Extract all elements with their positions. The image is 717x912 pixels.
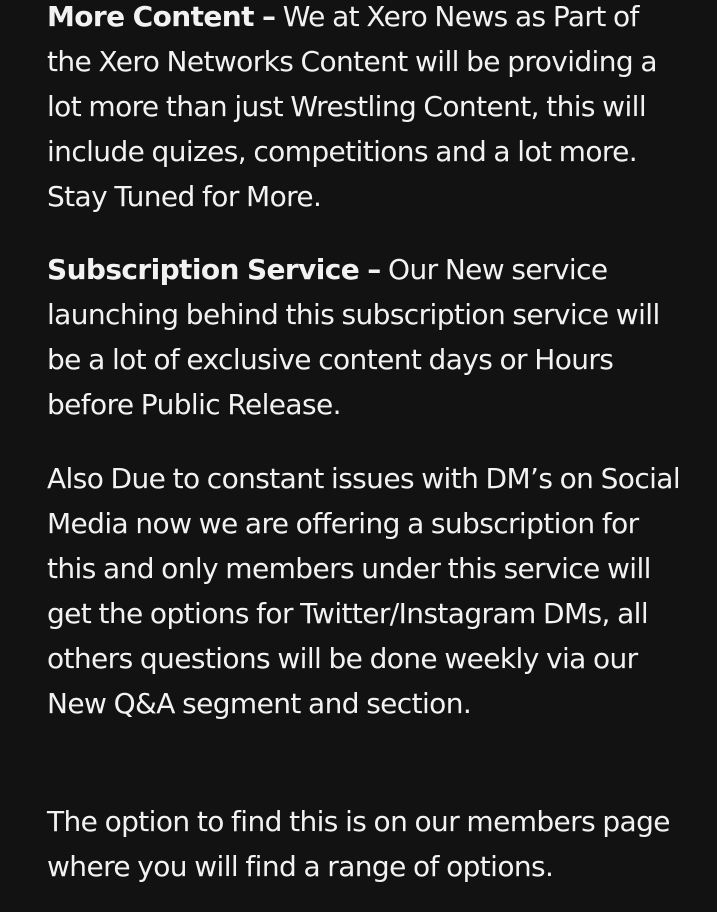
more-content-text: We at Xero News as Part of the Xero Networks Content will be providing a lot more than just Wrestling Content, this will include quizes, competitions and a lot more. Stay Tuned for More. xyxy=(47,0,657,213)
subscription-service-heading: Subscription Service – xyxy=(47,253,381,286)
subscription-service-text: Our New service launching behind this subscription service will be a lot of exclusive content days or Hours before Public Release. xyxy=(47,253,660,421)
paragraph-more-content xyxy=(47,0,683,219)
paragraph-subscription-service xyxy=(47,247,683,427)
members-page-text: The option to find this is on our members page where you will find a range of options. xyxy=(47,805,670,883)
paragraph-dm-subscription-info xyxy=(47,456,683,726)
dm-subscription-text: Also Due to constant issues with DM’s on Social Media now we are offering a subscription for this and only members under this service will get the options for Twitter/Instagram DMs, all others questions will be done weekly via our New Q&A segment and section. xyxy=(47,462,681,720)
more-content-heading: More Content – xyxy=(47,0,276,33)
paragraph-members-page-info xyxy=(47,799,683,889)
